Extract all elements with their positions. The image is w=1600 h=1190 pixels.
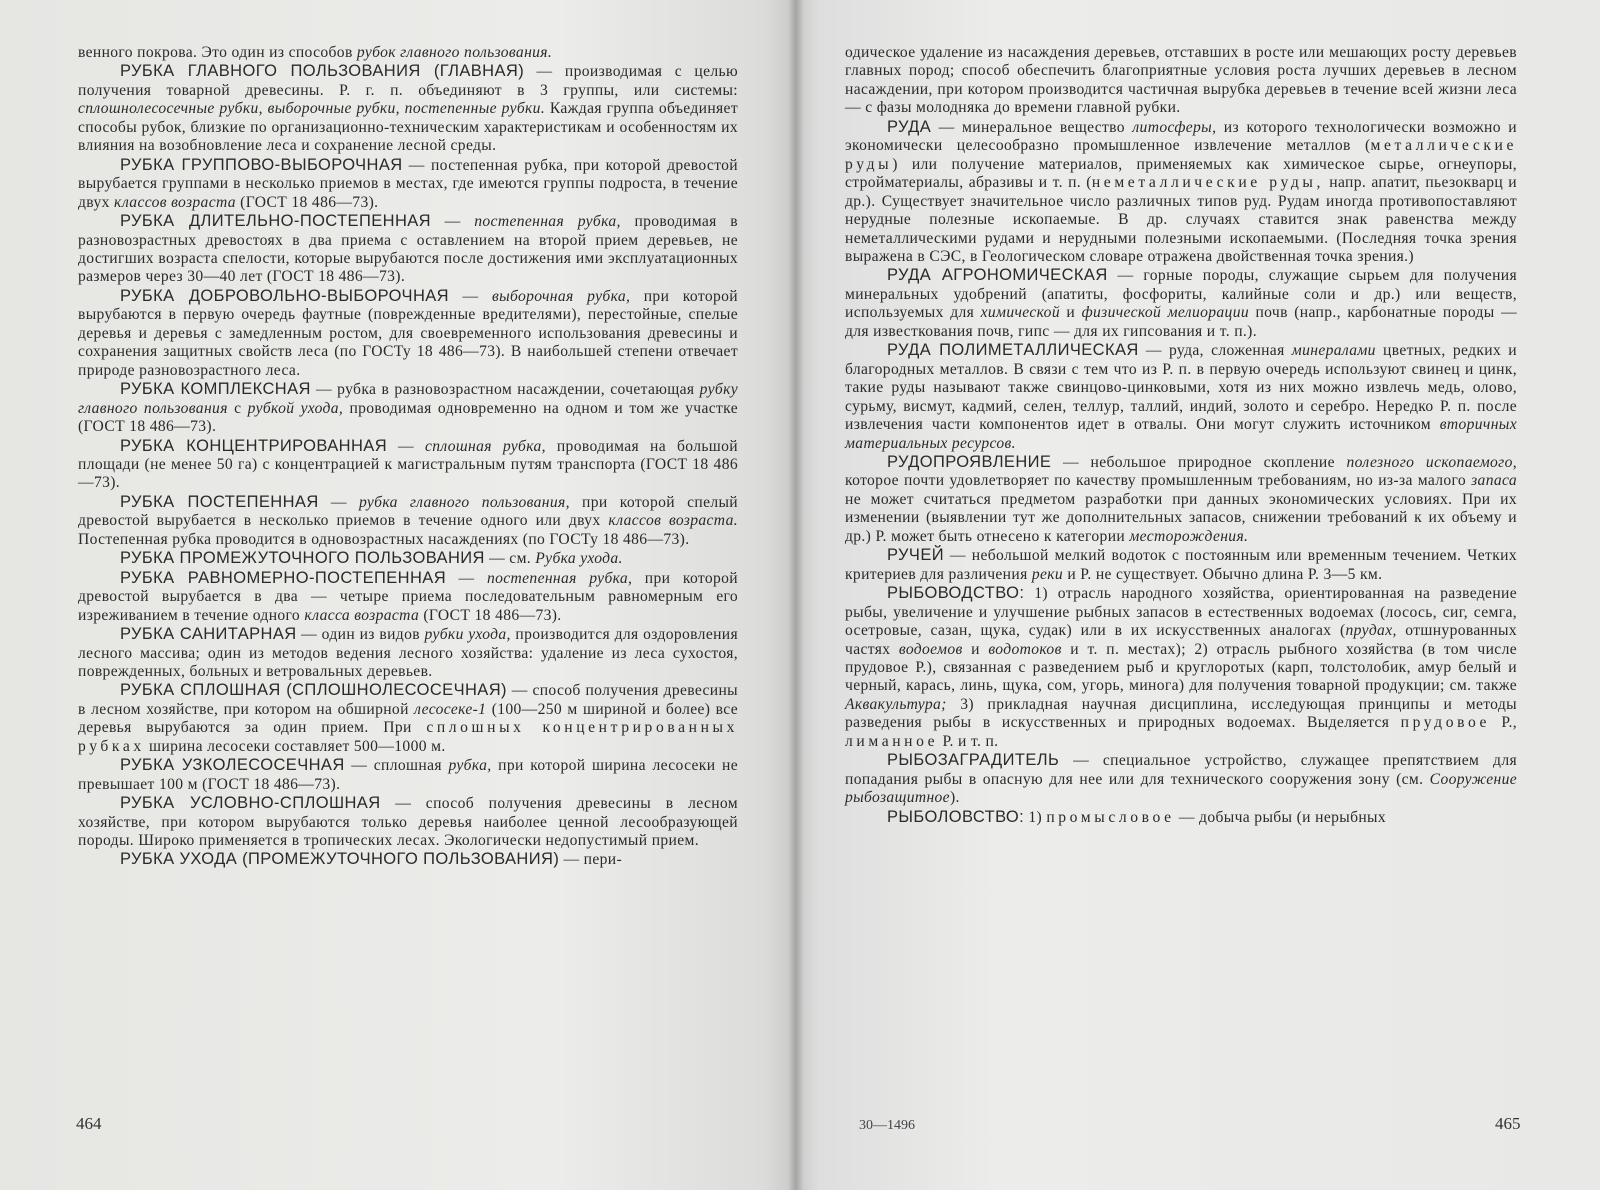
italic-reference: месторождения. [1129, 527, 1249, 545]
right-page-text [845, 44, 1517, 827]
entry-text: — специальное устройство, служащее препятствием для попадания рыбы в опасную для нее или для технического сооружения зону (см. [845, 752, 1517, 788]
entry-text: — постепенная рубка, при которой древостой вырубается группами в несколько приемов в местах, где имеются группы подроста, в течение двух [78, 156, 738, 211]
entry-text: — способ получения древесины в лесном хозяйстве, при котором на обширной [78, 682, 739, 718]
italic-reference: лесосеке-1 [414, 700, 487, 718]
italic-reference: сплошная рубка, [424, 437, 546, 455]
dictionary-entry [845, 453, 1517, 546]
entry-headword: РУДОПРОЯВЛЕНИЕ [887, 452, 1052, 471]
entry-headword: РЫБОЗАГРАДИТЕЛЬ [887, 751, 1060, 770]
dictionary-entry [78, 287, 738, 380]
entry-headword: РУЧЕЙ [887, 546, 944, 565]
entry-text: — производимая с целью получения товарной древесины. Р. г. п. объединяют в 3 группы, или системы: [78, 63, 738, 99]
dictionary-entry [845, 546, 1517, 584]
entry-text: при которой вырубаются в первую очередь фаутные (поврежденные вредителями), перестойные, спелые деревья и деревья с замедленным ростом, для своевременного использования древесины и сохранения защитных свойств леса (по ГОСТу 18 486—73). В наибольшей степени отвечает природе разновозрастного леса. [78, 287, 738, 379]
entry-headword: РУДА АГРОНОМИЧЕСКАЯ [887, 266, 1108, 285]
entry-text: — [387, 437, 425, 455]
dictionary-entry [78, 156, 738, 212]
italic-reference: класса возраста [304, 606, 420, 624]
entry-text: — способ получения древесины в лесном хозяйстве, при котором вырубаются только деревья наиболее ценной лесообразующей породы. Широко применяется в тропических лесах. Экологически недопустимый прием. [78, 795, 738, 850]
dictionary-entry [78, 549, 738, 568]
entry-text: — пери- [559, 851, 623, 869]
entry-headword: РУБКА КОНЦЕНТРИРОВАННАЯ [120, 436, 388, 455]
italic-reference: минералами [1291, 342, 1376, 360]
dictionary-entry [845, 808, 1517, 827]
entry-text: которое почти удовлетворяет по качеству промышленным требованиям, но из-за малого [845, 472, 1472, 490]
entry-headword: РУБКА ДЛИТЕЛЬНО-ПОСТЕПЕННАЯ [120, 212, 431, 231]
left-page-number: 464 [76, 1114, 102, 1133]
entry-text: цветных, редких и благородных металлов. В связи с тем что из Р. п. в первую очередь используют свинец и цинк, такие руды называют также свинцово-цинковыми, хотя из них можно извлечь медь, олово, сурьму, висмут, кадмий, селен, теллур, таллий, индий, золото и серебро. Нередко Р. п. после извлечения части компонентов идет в отвалы. Они могут служить источником [845, 342, 1517, 434]
entry-text: при которой спелый древостой вырубается в несколько приемов в течение одного или двух [78, 493, 738, 530]
entry-headword: РЫБОЛОВСТВО: [887, 807, 1025, 826]
italic-reference: Рубка ухода. [535, 550, 623, 568]
entry-headword: РУБКА ГЛАВНОГО ПОЛЬЗОВАНИЯ (ГЛАВНАЯ) [120, 62, 525, 81]
entry-headword: РУБКА ГРУППОВО-ВЫБОРОЧНАЯ [120, 155, 403, 174]
entry-text: проводимая в разновозрастных древостоях в два приема с оставлением на второй прием деревьев, не достигших возраста спелости, которые вырубаются после достижения ими эксплуатационных размеров через 30—40 лет (ГОСТ 18 486—73). [78, 213, 738, 286]
entry-text: ширина лесосеки составляет 500—1000 м. [144, 737, 446, 755]
entry-text: с [227, 399, 248, 417]
entry-text: и [962, 640, 989, 658]
dictionary-entry [845, 584, 1517, 751]
italic-reference: классов возраста. [608, 512, 738, 530]
italic-reference: выборочная рубка, [491, 287, 631, 305]
entry-text: ) или получение материалов, применяемых как химическое сырье, огнеупоры, стройматериалы, абразивы и т. п. ( [845, 155, 1517, 192]
spaced-term: металлические руды [845, 137, 1517, 173]
entry-headword: РУДА ПОЛИМЕТАЛЛИЧЕСКАЯ [887, 341, 1139, 360]
dictionary-entry [845, 118, 1517, 267]
spaced-term: неметаллические руды, [1091, 174, 1325, 192]
dictionary-entry [78, 756, 738, 794]
italic-reference: Аквакультура; [845, 695, 947, 713]
entry-text: — [448, 287, 492, 305]
dictionary-entry [845, 751, 1517, 807]
dictionary-entry [78, 380, 738, 436]
dictionary-entry [78, 569, 738, 625]
italic-reference: водотоков [988, 640, 1062, 658]
entry-text: отшнурованных частях [845, 622, 1518, 658]
book-gutter [788, 0, 804, 1190]
entry-text: (ГОСТ 18 486—73). [419, 606, 562, 624]
italic-reference: реки [1031, 565, 1064, 583]
entry-headword: РУБКА ПРОМЕЖУТОЧНОГО ПОЛЬЗОВАНИЯ [120, 549, 485, 568]
entry-text: — горные породы, служащие сырьем для получения минеральных удобрений (апатиты, фосфориты, калийные соли и др.) или веществ, используемых для [845, 267, 1517, 322]
entry-text: 3) прикладная научная дисциплина, исследующая принципы и методы разведения рыбы в искусственных и природных водоемах. Выделяется [845, 695, 1517, 732]
entry-text: — см. [484, 550, 536, 568]
italic-reference: рубка, [448, 757, 492, 775]
spaced-term: прудовое [1400, 714, 1491, 732]
italic-reference: Сооружение рыбозащитное [845, 770, 1517, 807]
italic-reference: рубок главного пользования. [356, 44, 553, 61]
italic-reference: химической [980, 304, 1060, 322]
entry-text: одическое удаление из насаждения деревьев, отставших в росте или мешающих росту деревьев главных пород; способ обеспечить благоприятные условия роста лучших деревьев в лесном насаждении, при котором производится частичная вырубка деревьев в течение всей жизни леса — с фазы молодняка до времени главной рубки. [845, 44, 1517, 117]
entry-text: — сплошная [344, 757, 449, 775]
entry-text: — [430, 213, 475, 231]
entry-text: и т. п. местах); 2) отрасль рыбного хозяйства (в том числе прудовое Р.), связанная с разведением рыб и круглоротых (карп, толстолобик, амур белый и черный, карась, линь, щука, сом, угорь, минога) для получения товарной продукции; см. также [845, 640, 1517, 695]
signature-mark: 30—1496 [859, 1118, 915, 1133]
entry-text: — руда, сложенная [1138, 342, 1292, 360]
entry-text: — минеральное вещество [931, 118, 1133, 136]
italic-reference: литосферы, [1132, 118, 1217, 136]
entry-headword: РУБКА ПОСТЕПЕННАЯ [120, 492, 319, 511]
entry-text: проводимая одновременно на одном и том же участке (ГОСТ 18 486—73). [78, 399, 738, 436]
entry-text: — [446, 569, 487, 587]
dictionary-entry [845, 266, 1517, 341]
entry-text: из которого технологически возможно и экономически целесообразно промышленное извлечение металлов ( [845, 118, 1517, 155]
entry-text: при которой ширина лесосеки не превышает 100 м (ГОСТ 18 486—73). [78, 757, 738, 793]
entry-text: (ГОСТ 18 486—73). [235, 193, 379, 211]
entry-headword: РУБКА КОМПЛЕКСНАЯ [120, 380, 311, 399]
italic-reference: рубка главного пользования, [358, 493, 570, 511]
entry-text: — [318, 493, 359, 511]
italic-reference: рубку главного пользования [78, 381, 738, 417]
dictionary-entry [78, 794, 738, 850]
entry-headword: РУБКА РАВНОМЕРНО-ПОСТЕПЕННАЯ [120, 568, 447, 587]
italic-reference: постепенная рубка, [474, 213, 621, 231]
entry-text: производится для оздоровления лесного массива; один из методов ведения лесного хозяйства: удаление из леса сухостоя, поврежденных, больных и ветровальных деревьев. [78, 626, 738, 680]
italic-reference: вторичных материальных ресурсов. [845, 416, 1517, 452]
entry-text: — добыча рыбы (и нерыбных [1174, 808, 1387, 826]
entry-text: и Р. не существует. Обычно длина Р. 3—5 км. [1063, 565, 1383, 583]
entry-text: и [1059, 304, 1082, 322]
italic-reference: полезного ископаемого, [1346, 453, 1518, 471]
right-page-number: 465 [1495, 1114, 1521, 1133]
entry-headword: РЫБОВОДСТВО: [887, 584, 1025, 603]
italic-reference: классов возраста [114, 193, 236, 211]
dictionary-entry [78, 625, 738, 681]
entry-headword: РУБКА СПЛОШНАЯ (СПЛОШНОЛЕСОСЕЧНАЯ) [120, 681, 507, 700]
italic-reference: рубки ухода, [424, 626, 511, 644]
dictionary-entry [78, 437, 738, 493]
entry-text: Постепенная рубка проводится в одновозрастных насаждениях (по ГОСТу 18 486—73). [78, 530, 690, 548]
entry-headword: РУБКА УСЛОВНО-СПЛОШНАЯ [120, 794, 381, 813]
entry-headword: РУБКА УХОДА (ПРОМЕЖУТОЧНОГО ПОЛЬЗОВАНИЯ) [120, 850, 560, 869]
dictionary-entry [78, 62, 738, 155]
entry-text: — небольшой мелкий водоток с постоянным или временным течением. Четких критериев для различения [845, 547, 1517, 583]
entry-headword: РУБКА УЗКОЛЕСОСЕЧНАЯ [120, 756, 345, 775]
right-page [795, 0, 1600, 1190]
dictionary-entry [78, 681, 738, 756]
italic-reference: водоемов [898, 640, 963, 658]
italic-reference: прудах, [1345, 622, 1397, 640]
continued-paragraph [78, 44, 738, 62]
left-page-text [78, 44, 738, 870]
dictionary-entry [845, 341, 1517, 453]
entry-headword: РУБКА ДОБРОВОЛЬНО-ВЫБОРОЧНАЯ [120, 286, 449, 305]
entry-headword: РУБКА САНИТАРНАЯ [120, 625, 297, 644]
entry-text: Каждая группа объединяет способы рубок, близкие по организационно-техническим характеристикам и особенностям их влияния на возобновление леса и сохранение лесной среды. [78, 100, 738, 155]
entry-text: проводимая на большой площади (не менее 50 га) с концентрацией к магистральным путям транспорта (ГОСТ 18 486—73). [78, 437, 738, 492]
entry-text: — рубка в разновозрастном насаждении, сочетающая [310, 381, 700, 399]
entry-text: — небольшое природное скопление [1051, 453, 1347, 471]
dictionary-entry [78, 493, 738, 549]
entry-text: не может считаться предметом разработки при данных экономических условиях. При их изменении (выявлении тут же дополнительных запасов, снижении требований к их объему и др.) Р. может быть отнесено к категории [845, 490, 1517, 545]
entry-headword: РУДА [887, 117, 932, 136]
left-page [0, 0, 795, 1190]
italic-reference: запаса [1471, 472, 1517, 490]
spaced-term: лиманное [845, 732, 939, 750]
entry-text: Р., [1490, 714, 1517, 732]
italic-reference: рубкой ухода, [247, 399, 344, 417]
entry-text: 1) [1024, 808, 1047, 826]
dictionary-entry [78, 212, 738, 287]
entry-text: при которой древостой вырубается в два — четыре приема последовательным равномерным его изреживанием в течение одного [78, 569, 739, 624]
entry-text: Р. и т. п. [938, 732, 999, 750]
dictionary-entry [78, 850, 738, 869]
entry-text: венного покрова. Это один из способов [78, 44, 357, 61]
italic-reference: постепенная рубка, [486, 569, 633, 587]
continued-paragraph [845, 44, 1517, 118]
spaced-term: промысловое [1046, 808, 1175, 826]
spaced-term: сплошных концентрированных рубках [78, 719, 738, 755]
entry-text: 1) отрасль народного хозяйства, ориентированная на разведение рыбы, увеличение и улучшение рыбных запасов в естественных водоемах (лосось, сиг, семга, осетровые, сазан, щука, судак) или в их искусственных аналогах ( [845, 585, 1517, 640]
entry-text: (100—250 м шириной и более) все деревья вырубаются за один прием. При [78, 700, 738, 737]
entry-text: почв (напр., карбонатные породы — для известкования почв, гипс — для их гипсования и т. п.). [845, 304, 1518, 340]
italic-reference: физической мелиорации [1081, 304, 1249, 322]
entry-text: напр. апатит, пьезокварц и др.). Существует значительное число различных типов руд. Рудам иногда противопоставляют нерудные полезные ископаемые. В др. случаях ставится знак равенства между неметаллическими рудами и нерудными полезными ископаемыми. (Последняя точка зрения выражена в СЭС, в Геологическом словаре отражена двойственная точка зрения.) [845, 174, 1517, 265]
entry-text: — один из видов [296, 626, 425, 644]
italic-reference: сплошнолесосечные рубки, выборочные рубки, постепенные рубки. [78, 100, 546, 118]
entry-text: ). [949, 789, 960, 807]
